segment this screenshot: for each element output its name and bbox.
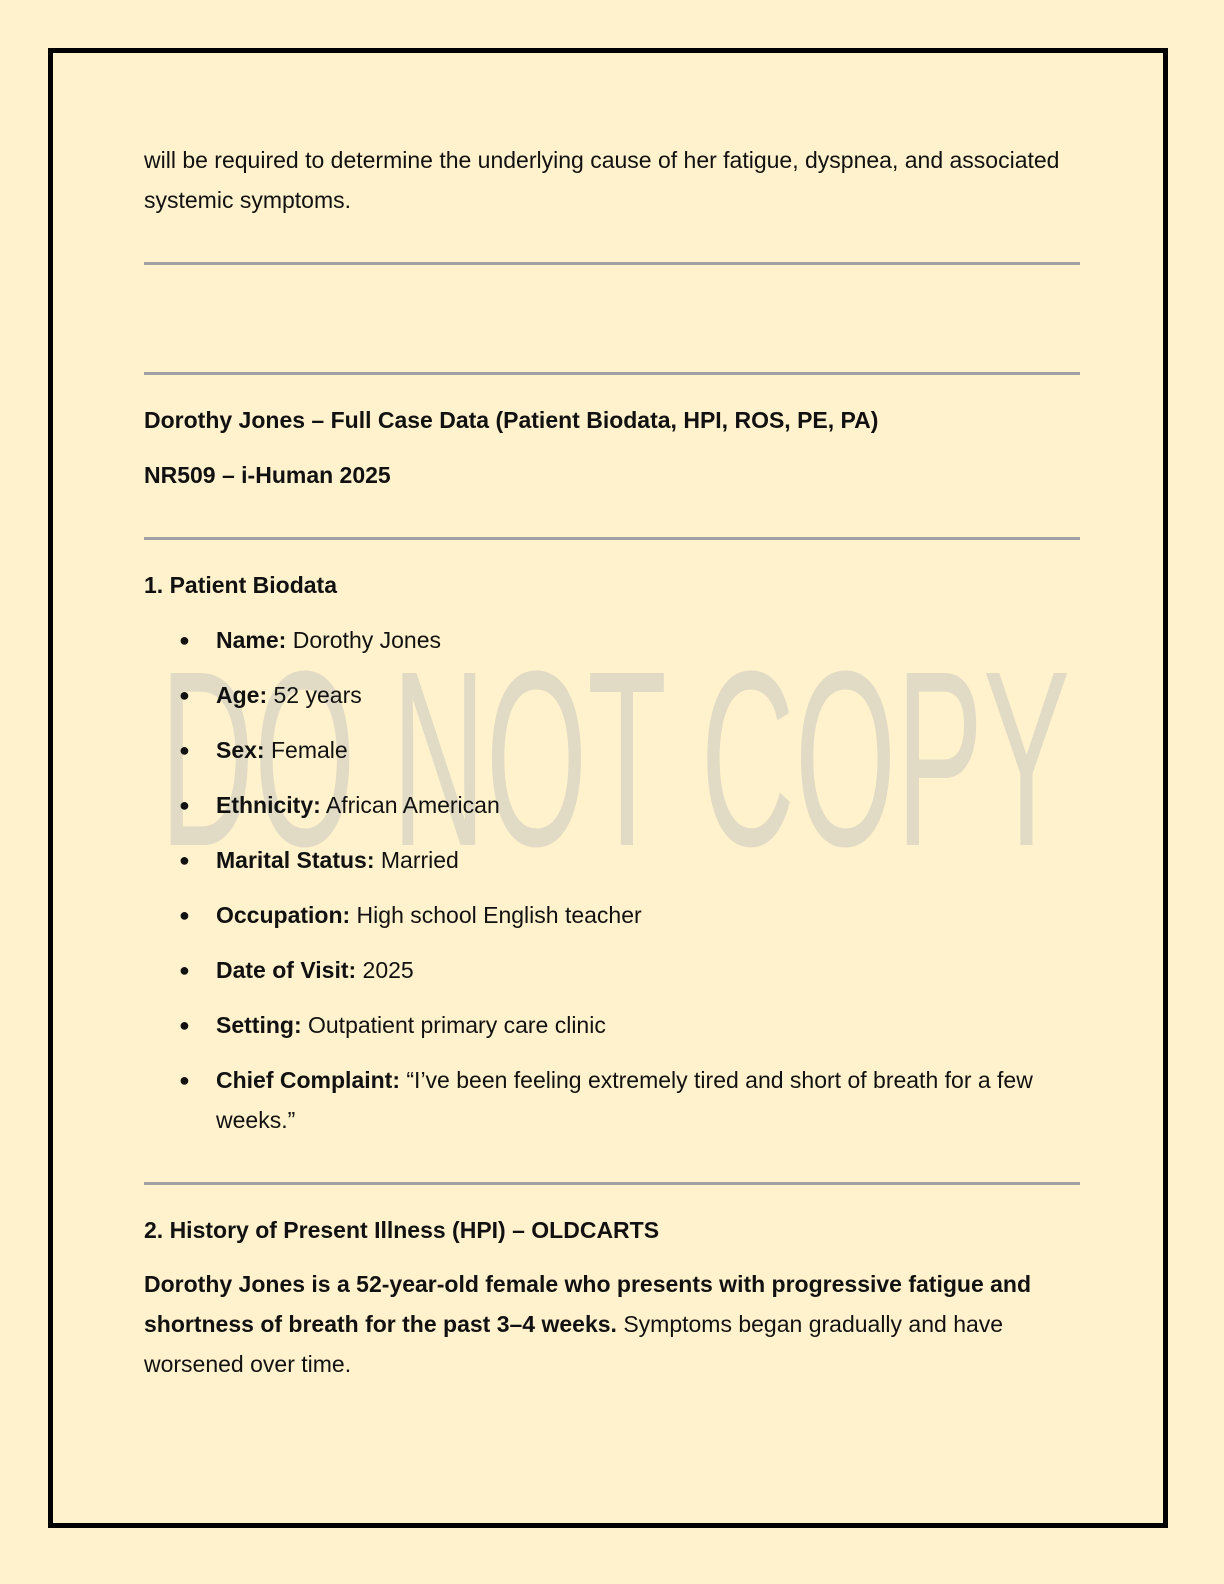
- field-value: High school English teacher: [350, 902, 642, 928]
- field-label: Marital Status:: [216, 847, 375, 873]
- bullet-icon: ●: [179, 795, 190, 815]
- hpi-paragraph: [144, 1264, 1080, 1384]
- field-label: Ethnicity:: [216, 792, 321, 818]
- section-heading-biodata: 1. Patient Biodata: [144, 572, 337, 598]
- field-label: Chief Complaint:: [216, 1067, 400, 1093]
- field-label: Name:: [216, 627, 287, 653]
- divider: [144, 1182, 1080, 1185]
- bullet-icon: ●: [179, 740, 190, 760]
- bullet-icon: ●: [179, 905, 190, 925]
- divider: [144, 372, 1080, 375]
- bullet-icon: ●: [179, 960, 190, 980]
- field-label: Date of Visit:: [216, 957, 357, 983]
- bullet-icon: ●: [179, 685, 190, 705]
- divider: [144, 537, 1080, 540]
- field-value: Female: [264, 737, 348, 763]
- section-heading-hpi: 2. History of Present Illness (HPI) – OLDCARTS: [144, 1217, 660, 1243]
- field-value: African American: [320, 792, 500, 818]
- bullet-icon: ●: [179, 1070, 190, 1090]
- divider: [144, 262, 1080, 265]
- hpi-lead-bold: Dorothy Jones is a 52-year-old female who presents with progressive fatigue and shortness of breath for the past 3–4 weeks.: [144, 1271, 1032, 1337]
- field-label: Age:: [216, 682, 268, 708]
- watermark-text: DO NOT COPY: [160, 640, 1070, 880]
- field-value: Married: [374, 847, 459, 873]
- bullet-icon: ●: [179, 630, 190, 650]
- hpi-lead-rest: Symptoms began gradually and have worsened over time.: [144, 1311, 1004, 1377]
- bullet-icon: ●: [179, 850, 190, 870]
- document-subtitle: NR509 – i-Human 2025: [144, 462, 391, 488]
- field-label: Sex:: [216, 737, 265, 763]
- field-value: 2025: [356, 957, 414, 983]
- field-value: Dorothy Jones: [286, 627, 442, 653]
- intro-paragraph: will be required to determine the underlying cause of her fatigue, dyspnea, and associated systemic symptoms.: [144, 147, 1060, 213]
- field-label: Setting:: [216, 1012, 302, 1038]
- document-title: Dorothy Jones – Full Case Data (Patient Biodata, HPI, ROS, PE, PA): [144, 407, 879, 433]
- field-label: Occupation:: [216, 902, 351, 928]
- field-value: Outpatient primary care clinic: [301, 1012, 606, 1038]
- field-value: “I’ve been feeling extremely tired and short of breath for a few weeks.”: [216, 1067, 1033, 1133]
- bullet-icon: ●: [179, 1015, 190, 1035]
- field-value: 52 years: [267, 682, 362, 708]
